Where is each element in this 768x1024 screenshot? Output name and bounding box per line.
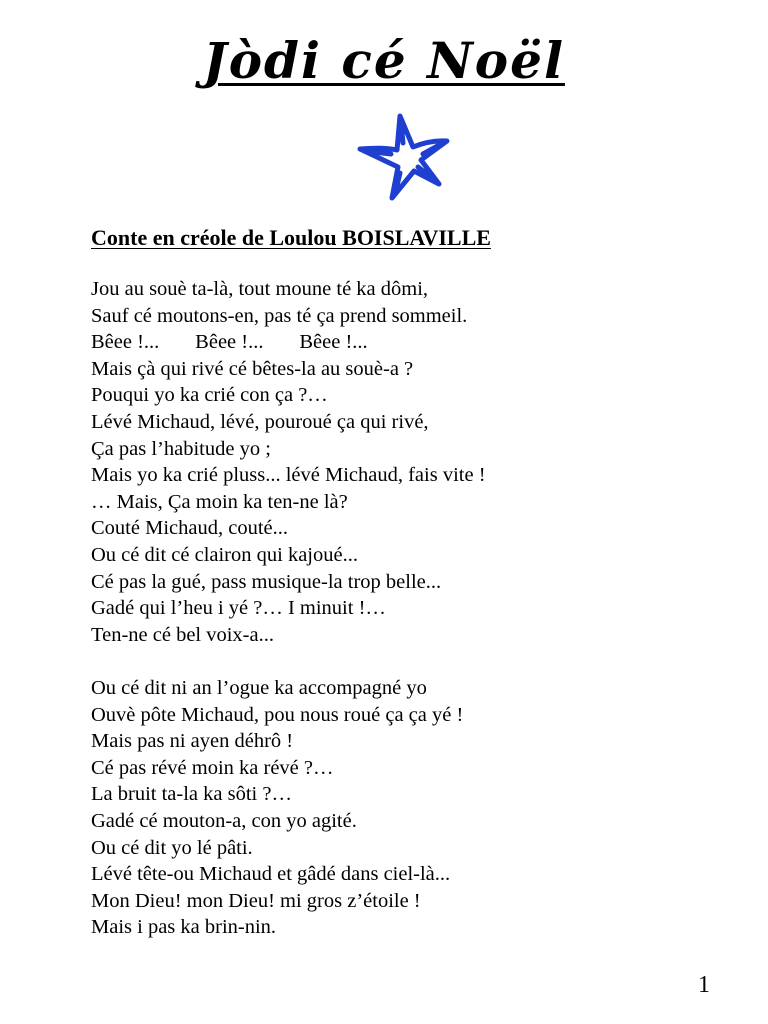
poem-line: Lévé tête-ou Michaud et gâdé dans ciel-là... [91,863,451,886]
poem-line: Jou au souè ta-là, tout moune té ka dômi, [91,278,429,300]
poem-line: Bêee !... Bêee !... Bêee !... [91,331,368,354]
poem-line: Lévé Michaud, lévé, pouroué ça qui rivé, [91,410,429,433]
poem-stanza-2 [91,675,463,941]
poem-line: Ça pas l’habitude yo ; [91,437,271,460]
poem-line: Gadé qui l’heu i yé ?… I minuit !… [91,597,386,620]
poem-stanza-1 [91,276,486,648]
subtitle: Conte en créole de Loulou BOISLAVILLE [91,225,491,250]
poem-line: Ou cé dit ni an l’ogue ka accompagné yo [91,677,427,699]
poem-line: Mais çà qui rivé cé bêtes-la au souè-a ? [91,357,414,380]
page-number: 1 [698,972,710,998]
poem-line: Mais pas ni ayen déhrô ! [91,730,294,753]
poem-line: Mais i pas ka brin-nin. [91,916,277,939]
poem-line: Ou cé dit yo lé pâti. [91,836,253,859]
page-title: Jòdi cé Noël [203,31,565,90]
poem-line: Sauf cé moutons-en, pas té ça prend sommeil. [91,304,468,327]
poem-line: Pouqui yo ka crié con ça ?… [91,384,328,407]
poem-line: … Mais, Ça moin ka ten-ne là? [91,490,348,513]
star-icon [355,110,455,210]
poem-line: Mais yo ka crié pluss... lévé Michaud, fais vite ! [91,464,486,487]
poem-line: Ten-ne cé bel voix-a... [91,623,274,646]
poem-line: Couté Michaud, couté... [91,517,288,540]
poem-line: Gadé cé mouton-a, con yo agité. [91,809,357,832]
poem-line: Mon Dieu! mon Dieu! mi gros z’étoile ! [91,889,421,912]
star-shape [360,116,447,198]
poem-line: La bruit ta-la ka sôti ?… [91,783,292,806]
poem-line: Cé pas révé moin ka révé ?… [91,756,334,779]
poem-line: Ouvè pôte Michaud, pou nous roué ça ça yé ! [91,703,464,726]
poem-line: Ou cé dit cé clairon qui kajoué... [91,543,358,566]
poem-line: Cé pas la gué, pass musique-la trop belle... [91,570,442,593]
